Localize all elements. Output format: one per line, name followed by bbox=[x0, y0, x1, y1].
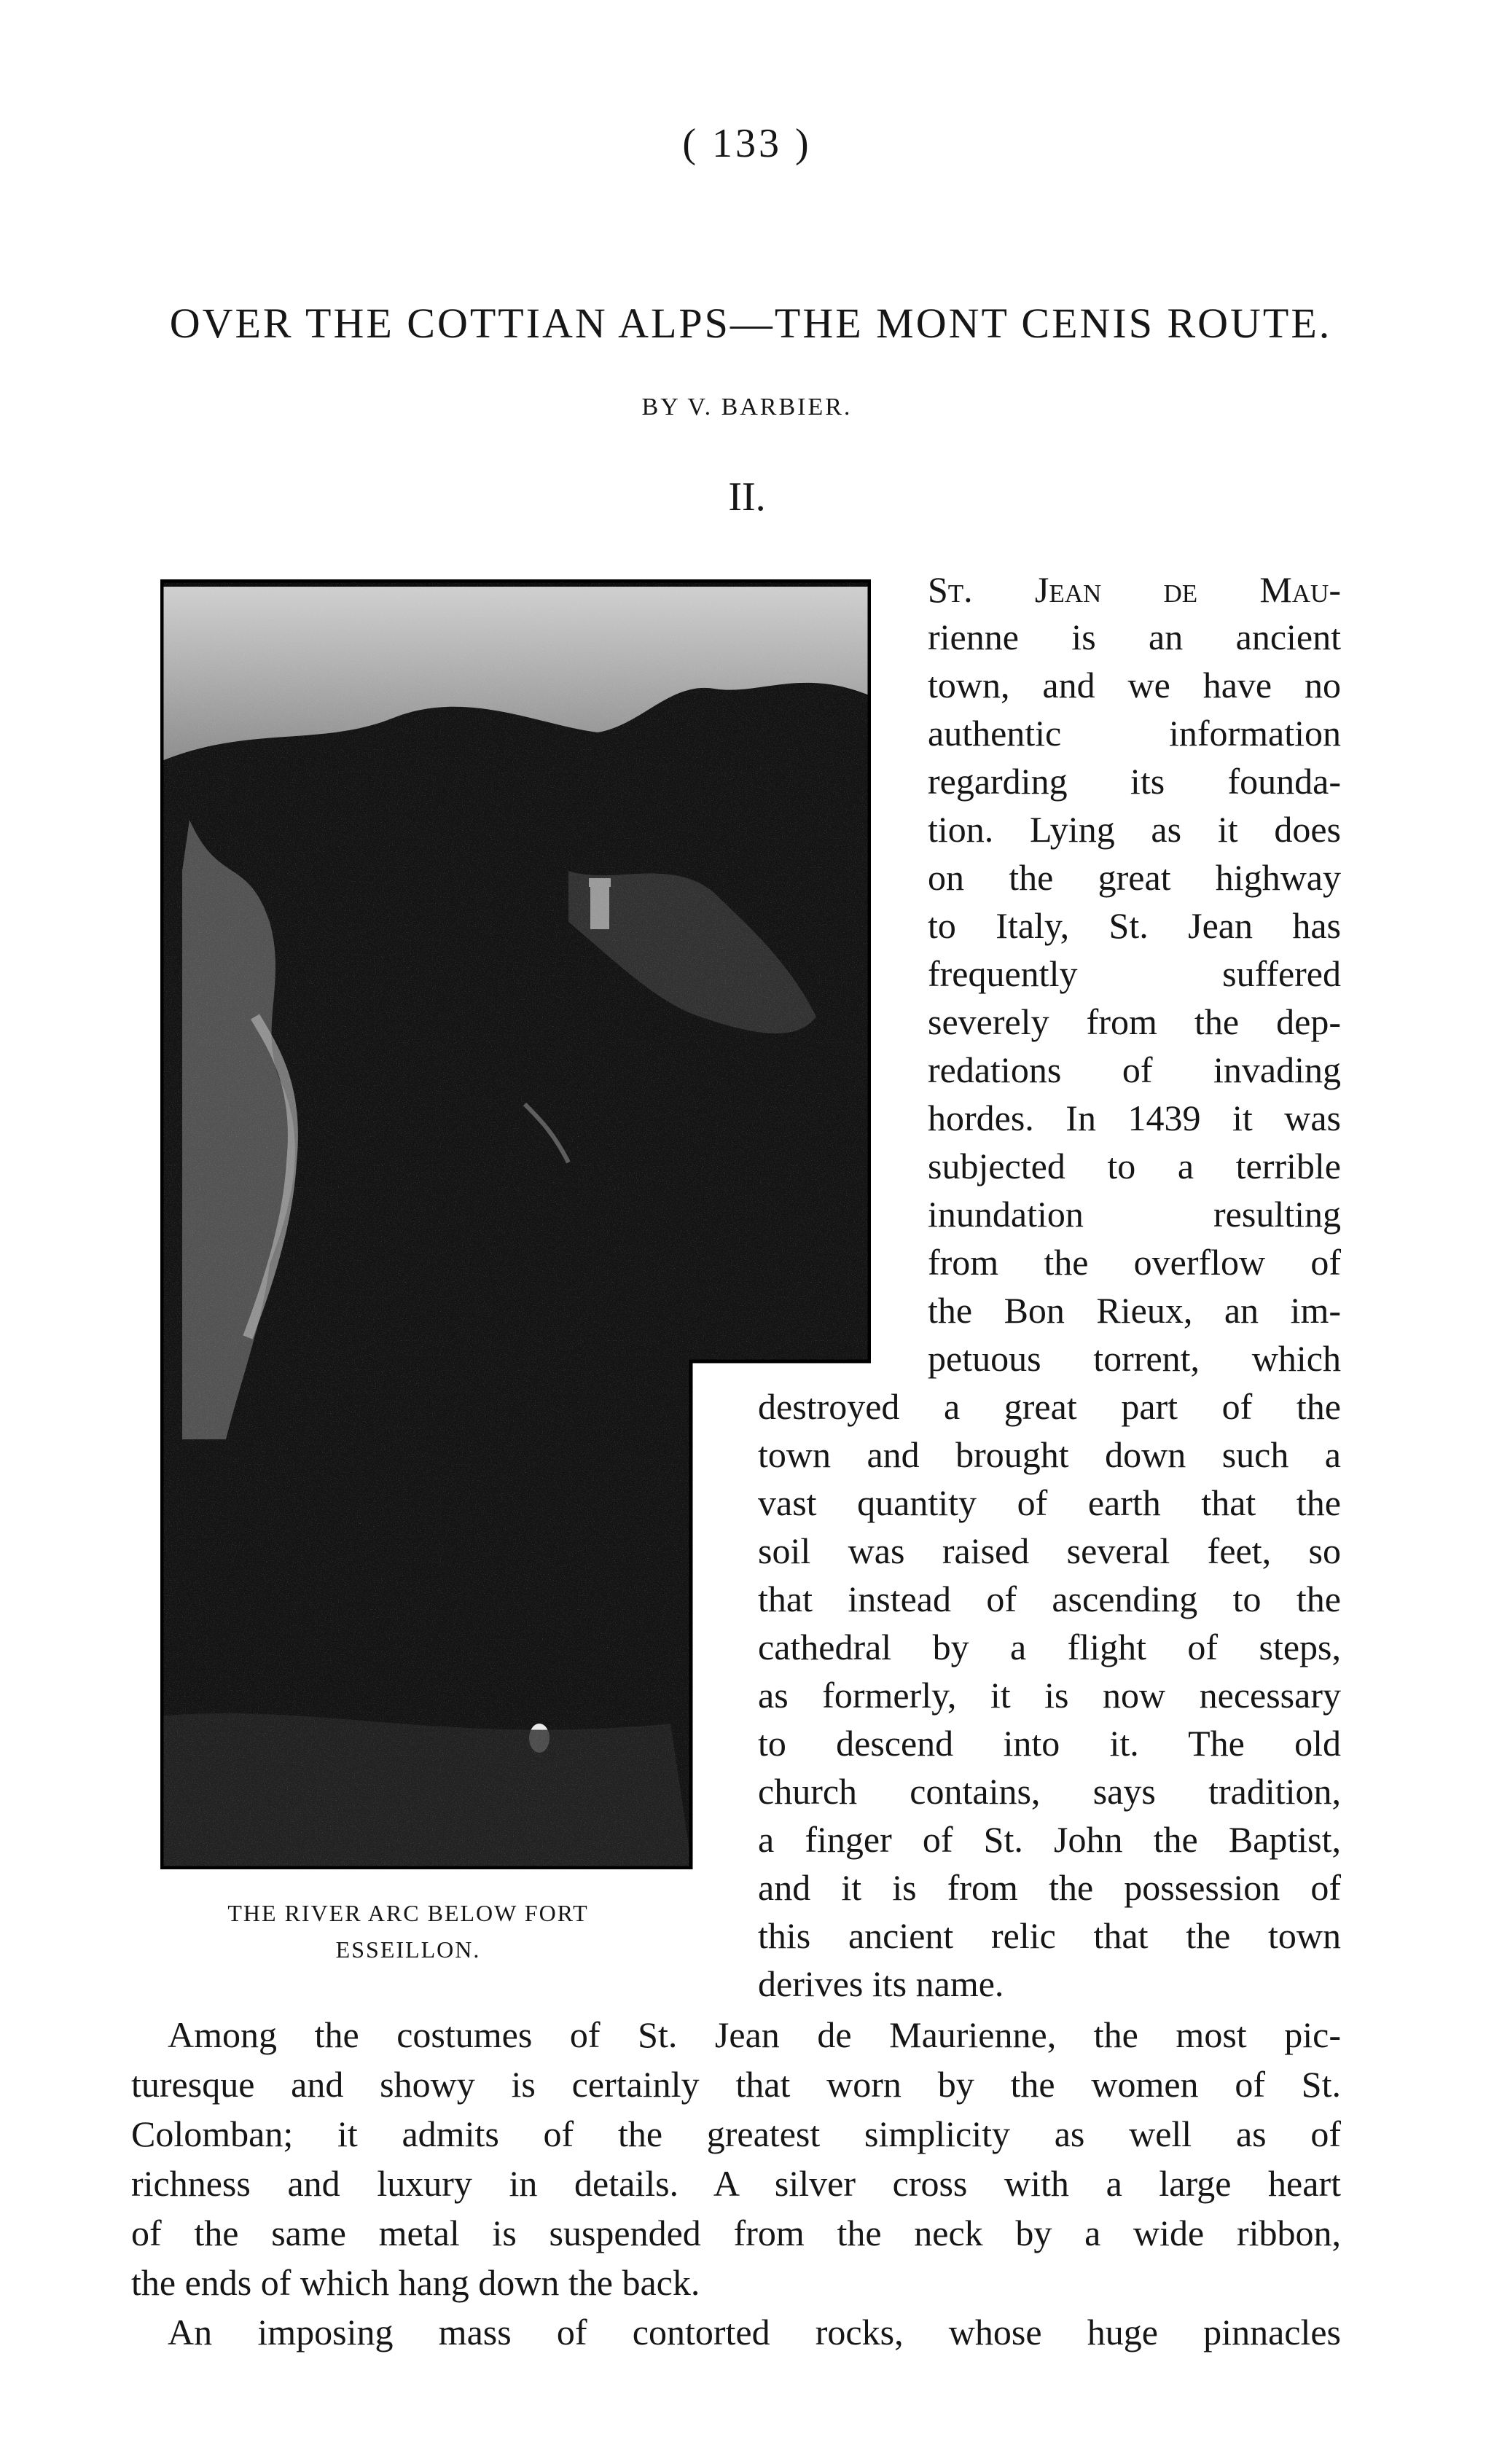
figure-caption bbox=[146, 1895, 670, 1968]
mid-line: church contains, says tradition, bbox=[758, 1771, 1341, 1812]
mid-line: as formerly, it is now necessary bbox=[758, 1675, 1341, 1716]
col-line: regarding its founda- bbox=[928, 761, 1341, 802]
full-line: the ends of which hang down the back. bbox=[131, 2262, 700, 2303]
mid-line: this ancient relic that the town bbox=[758, 1915, 1341, 1956]
mid-line: soil was raised several feet, so bbox=[758, 1530, 1341, 1571]
mid-line: and it is from the possession of bbox=[758, 1867, 1341, 1908]
full-line: turesque and showy is certainly that worn by the women of St. bbox=[131, 2064, 1341, 2105]
full-line: An imposing mass of contorted rocks, whose huge pinnacles bbox=[168, 2312, 1341, 2352]
mid-line: to descend into it. The old bbox=[758, 1723, 1341, 1764]
mid-line: that instead of ascending to the bbox=[758, 1579, 1341, 1619]
col-line: authentic information bbox=[928, 713, 1341, 754]
full-line: of the same metal is suspended from the neck by a wide ribbon, bbox=[131, 2213, 1341, 2253]
full-line: Among the costumes of St. Jean de Maurienne, the most pic- bbox=[168, 2014, 1341, 2055]
col-line: hordes. In 1439 it was bbox=[928, 1098, 1341, 1138]
full-line: Colomban; it admits of the greatest simplicity as well as of bbox=[131, 2113, 1341, 2154]
col-line: St. Jean de Mau- bbox=[928, 569, 1341, 610]
col-line: town, and we have no bbox=[928, 665, 1341, 705]
full-line: richness and luxury in details. A silver cross with a large heart bbox=[131, 2163, 1341, 2204]
col-line: subjected to a terrible bbox=[928, 1146, 1341, 1186]
col-line: tion. Lying as it does bbox=[928, 809, 1341, 850]
col-line: redations of invading bbox=[928, 1049, 1341, 1090]
figure-caption-line2: ESSEILLON. bbox=[335, 1936, 481, 1963]
col-line: frequently suffered bbox=[928, 953, 1341, 994]
part-number: II. bbox=[728, 474, 766, 520]
mid-line: town and brought down such a bbox=[758, 1434, 1341, 1475]
mid-line: derives its name. bbox=[758, 1963, 1004, 2004]
mid-line: vast quantity of earth that the bbox=[758, 1482, 1341, 1523]
mid-line: a finger of St. John the Baptist, bbox=[758, 1819, 1341, 1860]
article-byline: BY V. BARBIER. bbox=[641, 394, 853, 421]
col-line: to Italy, St. Jean has bbox=[928, 905, 1341, 946]
col-line: inundation resulting bbox=[928, 1194, 1341, 1235]
mid-line: destroyed a great part of the bbox=[758, 1386, 1341, 1427]
col-line: petuous torrent, which bbox=[928, 1338, 1341, 1379]
col-line: severely from the dep- bbox=[928, 1001, 1341, 1042]
col-line: on the great highway bbox=[928, 857, 1341, 898]
figure-caption-line1: THE RIVER ARC BELOW FORT bbox=[227, 1900, 589, 1926]
article-title: OVER THE COTTIAN ALPS—THE MONT CENIS ROUTE. bbox=[169, 300, 1332, 347]
page-number: ( 133 ) bbox=[682, 121, 812, 166]
col-line: the Bon Rieux, an im- bbox=[928, 1290, 1341, 1331]
col-line: rienne is an ancient bbox=[928, 617, 1341, 657]
mid-line: cathedral by a flight of steps, bbox=[758, 1627, 1341, 1667]
col-line: from the overflow of bbox=[928, 1242, 1341, 1283]
